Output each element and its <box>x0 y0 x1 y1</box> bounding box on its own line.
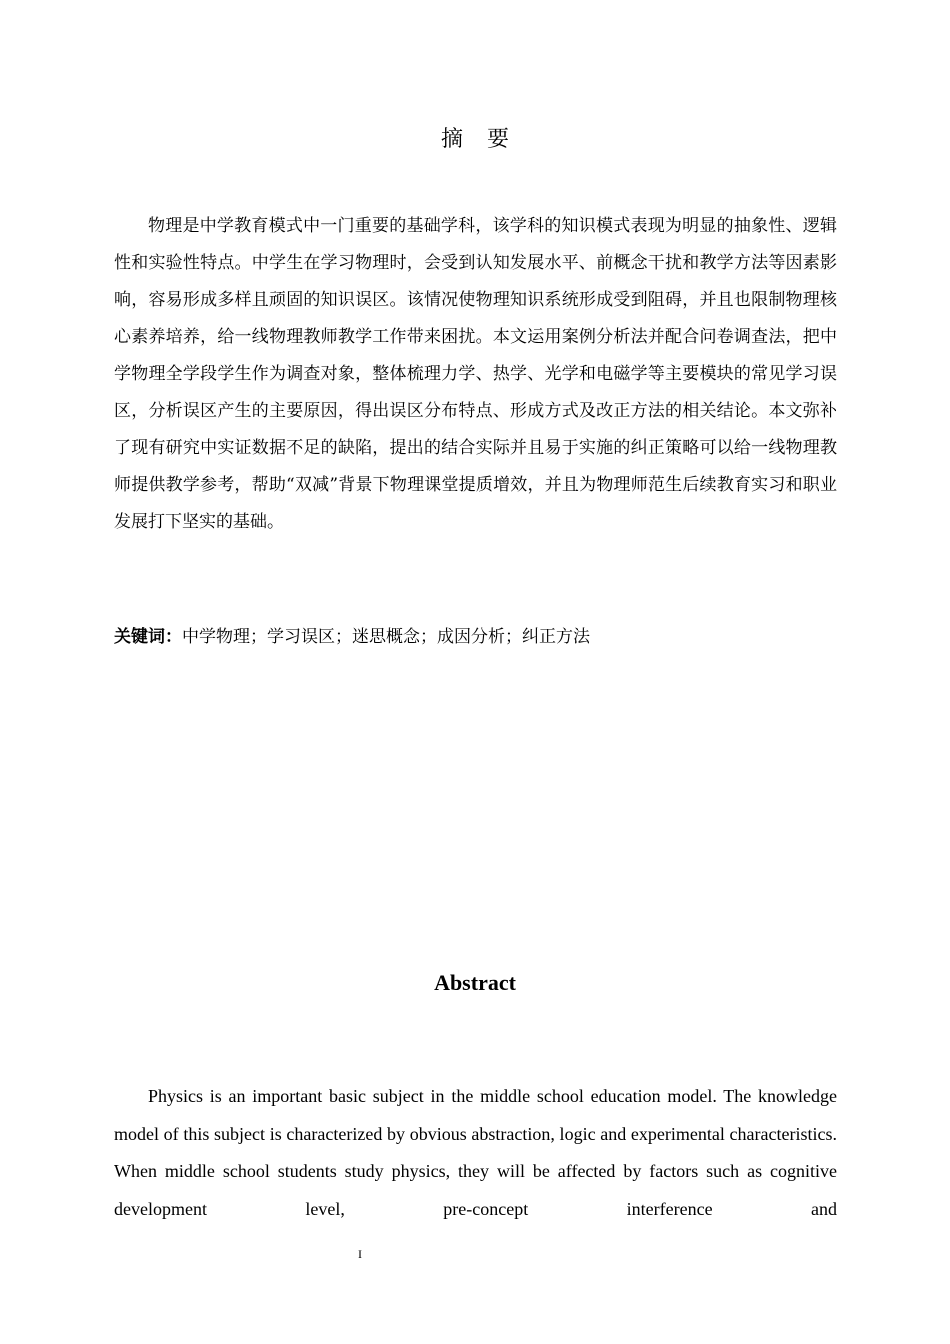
chinese-abstract-title: 摘要 <box>440 127 533 152</box>
english-abstract-title: Abstract <box>434 970 516 995</box>
keywords-line <box>114 621 837 653</box>
page-number: I <box>358 1247 362 1261</box>
keywords-list: 中学物理；学习误区；迷思概念；成因分析；纠正方法 <box>182 627 590 647</box>
keywords-label: 关键词： <box>114 627 182 647</box>
chinese-abstract-body: 物理是中学教育模式中一门重要的基础学科，该学科的知识模式表现为明显的抽象性、逻辑性和实验性特点。中学生在学习物理时，会受到认知发展水平、前概念干扰和教学方法等因素影响，容易形成多样且顽固的知识误区。该情况使物理知识系统形成受到阻碍，并且也限制物理核心素养培养，给一线物理教师教学工作带来困扰。本文运用案例分析法并配合问卷调查法，把中学物理全学段学生作为调查对象，整体梳理力学、热学、光学和电磁学等主要模块的常见学习误区，分析误区产生的主要原因，得出误区分布特点、形成方式及改正方法的相关结论。本文弥补了现有研究中实证数据不足的缺陷，提出的结合实际并且易于实施的纠正策略可以给一线物理教师提供教学参考，帮助“双减”背景下物理课堂提质增效，并且为物理师范生后续教育实习和职业发展打下坚实的基础。 <box>114 216 837 532</box>
english-abstract-body: Physics is an important basic subject in the middle school education model. The knowledge model of this subject is characterized by obvious abstraction, logic and experimental characteristics. When middle school students study physics, they will be affected by factors such as cognitive development level, pre-concept interference and <box>114 1086 837 1219</box>
